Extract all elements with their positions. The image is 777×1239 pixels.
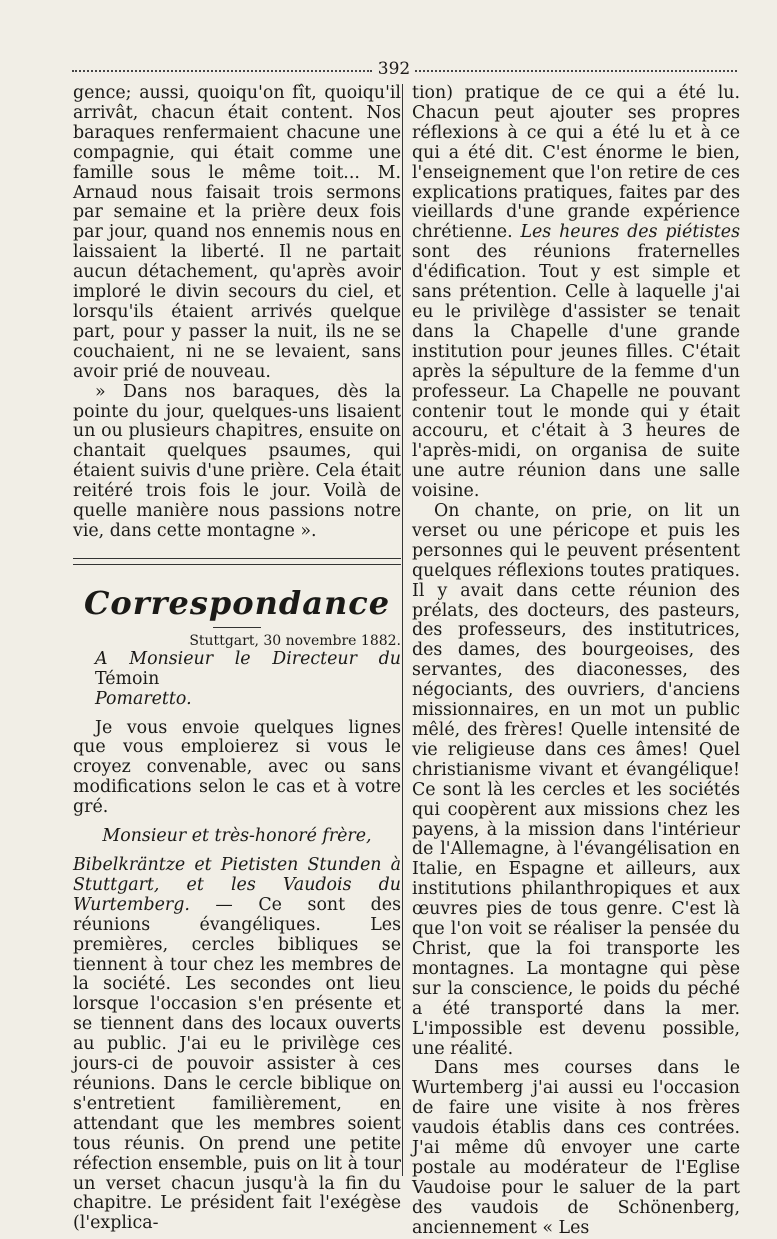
right-paragraph-1-italic: Les heures des piétistes <box>520 222 741 243</box>
left-paragraph-4-text: — Ce sont des réunions évangéliques. Les premières, cercles bibliques se tiennent à tour chez les membres de la société. Les secondes ont lieu lorsque l'occasion s'en présente et se tiennent dans des locaux ouverts au public. J'ai eu le privilège ces jours-ci de pouvoir assister à ces réunions. Dans le cercle biblique on s'entretient familièrement, en attendant que les membres soient tous réunis. On prend une petite réfection ensemble, puis on lit à tour un verset chacun jusqu'à la fin du chapitre. Le président fait l'exégèse (l'explica- <box>73 894 401 1234</box>
left-column <box>73 84 401 1234</box>
page-number: 392 <box>377 59 411 79</box>
letter-address <box>73 650 401 710</box>
header-rule-left <box>72 70 372 72</box>
right-paragraph-2: On chante, on prie, on lit un verset ou une péricope et puis les personnes qui le peuvent présentent quelques réflexions toutes pratiques. Il y avait dans cette réunion des prélats, des docteurs, des pasteurs, des professeurs, des institutrices, des dames, des bourgeoises, des servantes, des diaconesses, des négociants, des ouvriers, d'anciens missionnaires, en un mot un public mêlé, des frères! Quelle intensité de vie religieuse dans ces âmes! Quel christianisme vivant et évangélique! Ce sont là les cercles et les sociétés qui coopèrent aux missions chez les payens, à la mission dans l'intérieur de l'Allemagne, à l'évangélisation en Italie, en Espagne et ailleurs, aux institutions philanthropiques et aux œuvres pies de tous genre. C'est là que l'on voit se réaliser la pensée du Christ, que la foi transporte les montagnes. La montagne qui pèse sur la conscience, le poids du péché a été transporté dans la mer. L'impossible est devenu possible, une réalité. <box>412 501 740 1059</box>
left-paragraph-4 <box>73 856 401 1234</box>
address-part-3: Pomaretto. <box>95 688 192 709</box>
right-paragraph-1 <box>412 84 740 502</box>
address-part-2: Témoin <box>95 668 160 689</box>
left-paragraph-3: Je vous envoie quelques lignes que vous emploierez si vous le croyez convenable, avec ou sans modifications selon le cas et à votre gré. <box>73 717 401 818</box>
column-divider <box>402 84 403 1176</box>
right-paragraph-3: Dans mes courses dans le Wurtemberg j'ai aussi eu l'occasion de faire une visite à nos frères vaudois établis dans ces contrées. J'ai même dû envoyer une carte postale au modérateur de l'Eglise Vaudoise pour le saluer de la part des vaudois de Schönenberg, anciennement « Les <box>412 1058 740 1238</box>
title-underline <box>213 627 261 628</box>
right-paragraph-1-a: tion) pratique de ce qui a été lu. Chacun peut ajouter ses propres réflexions à ce qui a été lu et à ce qui a été dit. C'est énorme le bien, l'enseignement que l'on retire de ces explications pratiques, faites par des vieillards d'une grande expérience chrétienne. <box>412 83 740 243</box>
page-header <box>72 58 737 80</box>
right-column <box>412 84 740 1239</box>
dateline: Stuttgart, 30 novembre 1882. <box>189 632 401 649</box>
left-paragraph-1: gence; aussi, quoiqu'on fît, quoiqu'il arrivât, chacun était content. Nos baraques renfermaient chacune une compagnie, qui était comme une famille sous le même toit... M. Arnaud nous faisait trois sermons par semaine et la prière deux fois par jour, quand nos ennemis nous en laissaient la liberté. Il ne partait aucun détachement, qu'après avoir imploré le divin secours du ciel, et lorsqu'ils étaient arrivés quelque part, pour y passer la nuit, ils ne se couchaient, ni ne se levaient, sans avoir prié de nouveau. <box>73 83 401 382</box>
left-paragraph-2: » Dans nos baraques, dès la pointe du jour, quelques-uns lisaient un ou plusieurs chapitres, ensuite on chantait quelques psaumes, qui étaient suivis d'une prière. Cela était reitéré trois fois le jour. Voilà de quelle manière nous passions notre vie, dans cette montagne ». <box>73 381 401 541</box>
article-subtitle: Bibelkräntze et Pietisten Stunden à Stuttgart, et les Vaudois du Wurtemberg. <box>73 855 401 915</box>
header-rule-right <box>415 70 737 72</box>
section-separator <box>73 558 401 565</box>
salutation: Monsieur et très-honoré frère, <box>102 826 372 847</box>
right-paragraph-1-b: sont des réunions fraternelles d'édification. Tout y est simple et sans prétention. Celle à laquelle j'ai eu le privilège d'assister se tenait dans la Chapelle d'une grande institution pour jeunes filles. C'était après la sépulture de la femme d'un professeur. La Chapelle ne pouvant contenir tout le monde qui y était accouru, et c'était à 3 heures de l'après-midi, on organisa de suite une autre réunion dans une salle voisine. <box>412 242 740 502</box>
address-part-1: A Monsieur le Directeur du <box>95 648 401 669</box>
section-title: Correspondance <box>83 583 391 622</box>
